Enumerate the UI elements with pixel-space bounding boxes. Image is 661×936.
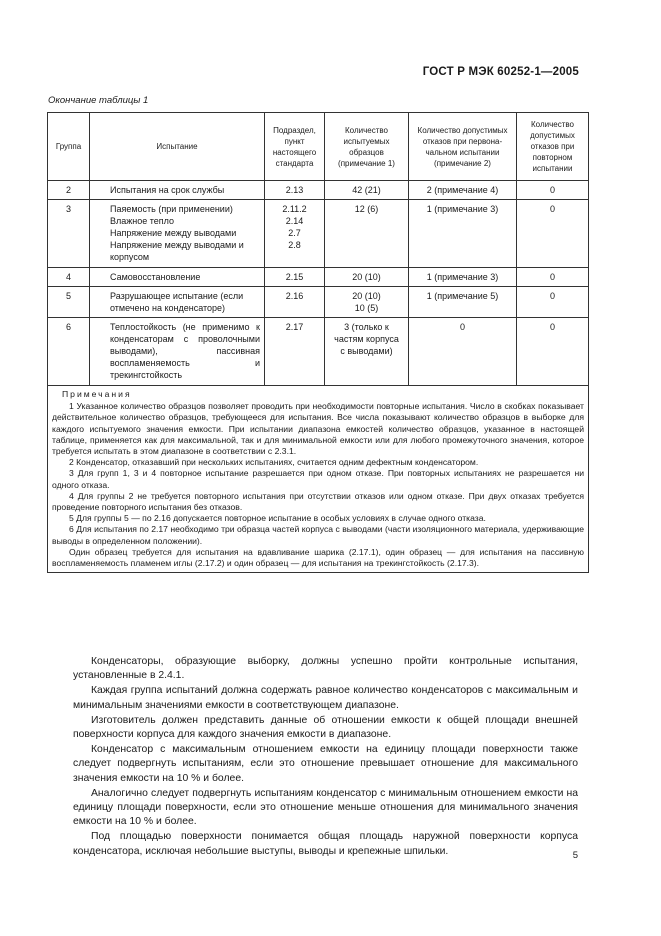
cell-clause: 2.15 xyxy=(265,268,325,287)
cell-samples: 42 (21) xyxy=(325,181,409,200)
note-item: 3 Для групп 1, 3 и 4 повторное испытание разрешается при одном отказе. При повторных испытаниях не разрешается ни одного отказа. xyxy=(52,468,584,490)
note-item: 2 Конденсатор, отказавший при нескольких испытаниях, считается одним дефектным конденсатором. xyxy=(69,457,479,468)
note-item: Один образец требуется для испытания на вдавливание шарика (2.17.1), один образец — для испытания на пассивную воспламеняемость пламенем иглы (2.17.2) и один образец — для испытания на трекингстойкость (2.17.3). xyxy=(52,546,584,569)
table-caption: Окончание таблицы 1 xyxy=(48,95,149,106)
cell-test: Теплостойкость (не применимо к конденсаторам с проволочными выводами), пассивная воспламеняемость и трекингстойкость xyxy=(90,318,265,386)
samples-line: 10 (5) xyxy=(354,303,379,313)
paragraph: Под площадью поверхности понимается общая площадь наружной поверхности корпуса конденсатора, исключая небольшие выступы, выводы и крепежные шпильки. xyxy=(73,831,578,857)
table-header-row xyxy=(48,113,589,181)
test-line: Влажное тепло xyxy=(110,216,175,226)
test-groups-table xyxy=(47,112,589,573)
samples-line: 20 (10) xyxy=(352,291,381,301)
header-clause: Подраздел, пункт настоящего стандарта xyxy=(265,113,325,181)
paragraph: Аналогично следует подвергнуть испытаниям конденсатор с минимальным отношением емкости на единицу площади поверхности, если это отношение меньше отношения для минимального значения емкости на 10 % и более. xyxy=(73,787,578,828)
cell-failures-initial: 1 (примечание 3) xyxy=(409,268,517,287)
table-row xyxy=(48,268,589,287)
cell-failures-repeat: 0 xyxy=(517,287,589,318)
cell-failures-repeat: 0 xyxy=(517,318,589,386)
paragraph: Изготовитель должен представить данные об отношении емкости к общей площади внешней поверхности корпуса для каждого значения емкости в диапазоне. xyxy=(73,714,578,741)
header-group: Группа xyxy=(48,113,90,181)
note-item: 4 Для группы 2 не требуется повторного испытания при отсутствии отказов или одном отказе. При двух отказах требуется проведение повторного испытания без отказов. xyxy=(52,490,584,513)
cell-failures-initial: 0 xyxy=(409,318,517,386)
header-failures-repeat: Количество допустимых отказов при повторном испытании xyxy=(517,113,589,181)
table-row xyxy=(48,181,589,200)
clause-line: 2.11.2 xyxy=(282,204,307,214)
cell-clause xyxy=(265,200,325,268)
cell-failures-initial: 2 (примечание 4) xyxy=(409,181,517,200)
cell-samples xyxy=(325,287,409,318)
cell-samples: 12 (6) xyxy=(325,200,409,268)
cell-failures-repeat: 0 xyxy=(517,181,589,200)
note-item: 5 Для группы 5 — по 2.16 допускается повторное испытание в особых условиях в случае одного отказа. xyxy=(69,513,486,524)
paragraph: Конденсаторы, образующие выборку, должны успешно пройти контрольные испытания, установленные в 2.4.1. xyxy=(73,656,578,682)
cell-group: 5 xyxy=(48,287,90,318)
table-row xyxy=(48,287,589,318)
cell-clause: 2.13 xyxy=(265,181,325,200)
cell-failures-initial: 1 (примечание 3) xyxy=(409,200,517,268)
paragraph: Каждая группа испытаний должна содержать равное количество конденсаторов с максимальным и минимальным значениями емкости в соответствующем диапазоне. xyxy=(73,685,578,711)
cell-test: Испытания на срок службы xyxy=(90,181,265,200)
clause-line: 2.8 xyxy=(288,240,301,250)
cell-test: Разрушающее испытание (если отмечено на конденсаторе) xyxy=(90,287,265,318)
cell-group: 2 xyxy=(48,181,90,200)
body-text xyxy=(73,655,578,860)
notes-title: Примечания xyxy=(62,389,132,399)
paragraph: Конденсатор с максимальным отношением емкости на единицу площади поверхности также следует подвергнуть испытаниям, если это отношение превышает отношение для максимального значения емкости на 10 % и более. xyxy=(73,744,578,784)
test-line: Напряжение между выводами xyxy=(110,228,237,238)
clause-line: 2.14 xyxy=(285,216,304,226)
cell-samples: 3 (только к частям корпуса с выводами) xyxy=(325,318,409,386)
cell-clause: 2.16 xyxy=(265,287,325,318)
cell-test xyxy=(90,200,265,268)
standard-designation: ГОСТ Р МЭК 60252-1—2005 xyxy=(422,66,579,78)
clause-line: 2.7 xyxy=(288,228,301,238)
test-line: Паяемость (при применении) xyxy=(110,204,233,214)
cell-failures-repeat: 0 xyxy=(517,200,589,268)
cell-samples: 20 (10) xyxy=(325,268,409,287)
test-line: Напряжение между выводами и корпусом xyxy=(110,240,244,262)
table-row xyxy=(48,200,589,268)
cell-failures-repeat: 0 xyxy=(517,268,589,287)
cell-clause: 2.17 xyxy=(265,318,325,386)
cell-failures-initial: 1 (примечание 5) xyxy=(409,287,517,318)
cell-test: Самовосстановление xyxy=(90,268,265,287)
table-notes xyxy=(48,386,589,573)
table-row xyxy=(48,318,589,386)
header-samples: Количество испытуемых образцов (примечание 1) xyxy=(325,113,409,181)
header-test: Испытание xyxy=(90,113,265,181)
note-item: 6 Для испытания по 2.17 необходимо три образца частей корпуса с выводами (части изоляционного материала, удерживающие выводы в определенном положении). xyxy=(52,524,584,546)
cell-group: 4 xyxy=(48,268,90,287)
header-failures-initial: Количество допустимых отказов при первона-чальном испытании (примечание 2) xyxy=(409,113,517,181)
cell-group: 3 xyxy=(48,200,90,268)
page-number: 5 xyxy=(572,850,578,861)
note-item: 1 Указанное количество образцов позволяет проводить при необходимости повторные испытания. Число в скобках показывает действительное количество образцов, требующееся для испытания. Все числа показывают количество образцов в выборке для каждого испытуемого значения емкости. При испытании диапазона емкостей количество образцов, указанное в настоящей таблице, применяется как для максимальной, так и для минимальной емкости или для любого промежуточного значения, которое требуется испытать в этом диапазоне в соответствии с 2.3.1. xyxy=(52,401,584,457)
cell-group: 6 xyxy=(48,318,90,386)
notes-row xyxy=(48,386,589,573)
